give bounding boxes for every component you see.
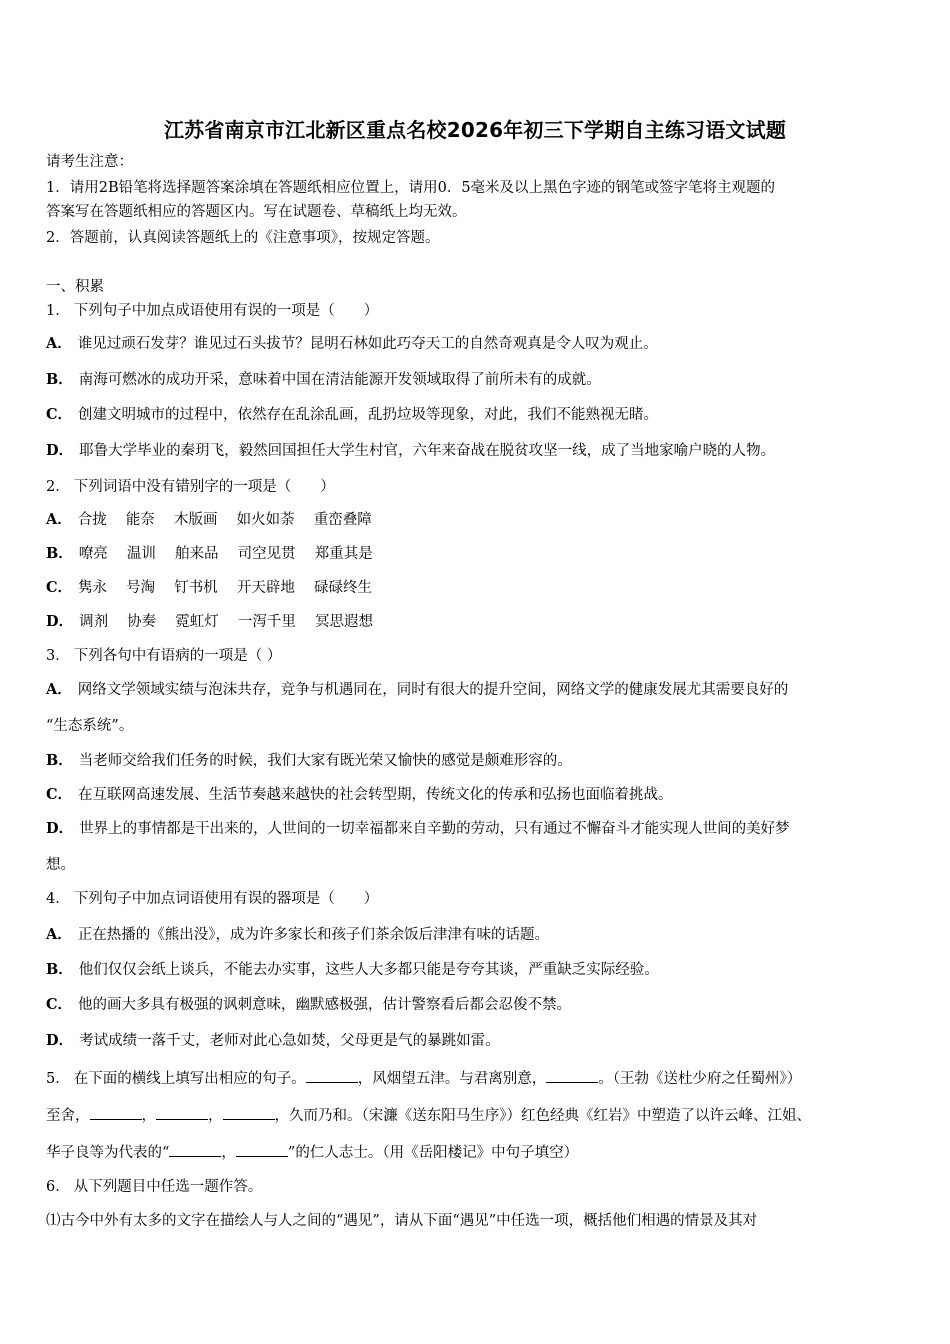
question-number: 3．: [46, 648, 70, 664]
notice-line: 1．请用2B铅笔将选择题答案涂填在答题纸相应位置上，请用0．5毫米及以上黑色字迹的钢笔或签字笔将主观题的: [46, 180, 776, 196]
question-text: 下列句子中加点词语使用有误的器项是（ ）: [73, 891, 379, 907]
question-4-option-b: [46, 960, 659, 980]
option-text: 隽永 号淘 钉书机 开天辟地 碌碌终生: [78, 580, 372, 596]
question-text: ，: [221, 1145, 236, 1161]
answer-blank[interactable]: [306, 1068, 358, 1083]
option-label: D．: [46, 820, 74, 837]
option-label: C．: [46, 786, 73, 803]
question-3-option-c: [46, 785, 673, 805]
question-text: ，久而乃和。（宋濂《送东阳马生序》）红色经典《红岩》中塑造了以许云峰、江姐、: [274, 1108, 811, 1124]
question-text: ”的仁人志士。（用《岳阳楼记》中句子填空）: [287, 1145, 579, 1161]
question-2-stem: [46, 477, 335, 497]
option-label: A．: [46, 681, 72, 698]
question-3-option-a-cont: “生态系统”。: [46, 718, 134, 734]
option-text: 网络文学领域实绩与泡沫共存，竞争与机遇同在，同时有很大的提升空间，网络文学的健康发展尤其需要良好的: [77, 682, 789, 698]
option-label: A．: [46, 335, 72, 352]
question-3-option-a: [46, 680, 788, 700]
question-text: 下列词语中没有错别字的一项是（ ）: [73, 479, 335, 495]
question-1-option-d: [46, 441, 775, 461]
option-text: 他的画大多具有极强的讽刺意味，幽默感极强，估计警察看后都会忍俊不禁。: [78, 997, 572, 1013]
question-number: 4．: [46, 891, 70, 907]
question-text: 下列各句中有语病的一项是（ ）: [73, 648, 282, 664]
question-number: 2．: [46, 479, 70, 495]
option-label: D．: [46, 613, 74, 630]
option-label: B．: [46, 545, 73, 562]
question-1-option-b: [46, 370, 601, 390]
option-text: 他们仅仅会纸上谈兵，不能去办实事，这些人大多都只能是夸夸其谈，严重缺乏实际经验。: [78, 962, 659, 978]
question-6-stem: [46, 1177, 262, 1197]
option-text: 当老师交给我们任务的时候，我们大家有既光荣又愉快的感觉是颇难形容的。: [78, 753, 572, 769]
option-label: B．: [46, 961, 73, 978]
answer-blank[interactable]: [90, 1105, 142, 1120]
question-3-option-b: [46, 751, 572, 771]
option-text: 耶鲁大学毕业的秦玥飞，毅然回国担任大学生村官，六年来奋战在脱贫攻坚一线，成了当地家喻户晓的人物。: [79, 443, 776, 459]
question-5-line-1: [46, 1068, 801, 1089]
option-label: C．: [46, 579, 73, 596]
question-3-stem: [46, 646, 281, 666]
question-text: 。（王勃《送杜少府之任蜀州》）: [598, 1071, 802, 1087]
question-4-stem: [46, 889, 378, 909]
option-label: C．: [46, 406, 73, 423]
question-text: 华子良等为代表的“: [46, 1145, 170, 1161]
option-text: 在互联网高速发展、生活节奏越来越快的社会转型期，传统文化的传承和弘扬也面临着挑战。: [78, 787, 673, 803]
option-label: B．: [46, 752, 73, 769]
question-text: ，风烟望五津。与君离别意，: [357, 1071, 547, 1087]
option-label: B．: [46, 371, 73, 388]
question-2-option-b: [46, 544, 373, 564]
option-text: 嘹亮 温训 舶来品 司空见贯 郑重其是: [78, 546, 373, 562]
question-1-option-c: [46, 405, 658, 425]
section-heading: 一、积累: [46, 279, 104, 295]
question-6-sub-1: ⑴古今中外有太多的文字在描绘人与人之间的“遇见”，请从下面“遇见”中任选一项，概括他们相遇的情景及其对: [46, 1213, 758, 1229]
notice-line: 2．答题前，认真阅读答题纸上的《注意事项》，按规定答题。: [46, 230, 440, 246]
question-2-option-d: [46, 612, 373, 632]
question-4-option-c: [46, 995, 571, 1015]
notice-line: 答案写在答题纸相应的答题区内。写在试题卷、草稿纸上均无效。: [46, 204, 467, 220]
option-label: A．: [46, 926, 72, 943]
option-text: 南海可燃冰的成功开采，意味着中国在清洁能源开发领域取得了前所未有的成就。: [78, 372, 601, 388]
question-4-option-a: [46, 925, 549, 945]
question-5-line-3: [46, 1142, 578, 1163]
answer-blank[interactable]: [169, 1142, 221, 1157]
option-label: C．: [46, 996, 73, 1013]
option-text: 创建文明城市的过程中，依然存在乱涂乱画，乱扔垃圾等现象，对此，我们不能熟视无睹。: [78, 407, 659, 423]
question-4-option-d: [46, 1031, 500, 1051]
answer-blank[interactable]: [156, 1105, 208, 1120]
option-text: 世界上的事情都是干出来的，人世间的一切幸福都来自辛勤的劳动，只有通过不懈奋斗才能实现人世间的美好梦: [79, 821, 790, 837]
question-text: ，: [208, 1108, 223, 1124]
question-1-option-a: [46, 334, 658, 354]
notice-heading: 请考生注意：: [46, 154, 133, 170]
answer-blank[interactable]: [223, 1105, 275, 1120]
page-title: 江苏省南京市江北新区重点名校2026年初三下学期自主练习语文试题: [163, 118, 787, 142]
option-text: 谁见过顽石发芽？谁见过石头拔节？昆明石林如此巧夺天工的自然奇观真是令人叹为观止。: [77, 336, 658, 352]
question-number: 5．: [46, 1071, 70, 1087]
question-text: 在下面的横线上填写出相应的句子。: [73, 1071, 306, 1087]
option-text: 调剂 协奏 霓虹灯 一泻千里 冥思遐想: [79, 614, 374, 630]
question-1-stem: [46, 301, 378, 321]
question-3-option-d-cont: 想。: [46, 857, 75, 873]
question-5-line-2: [46, 1105, 811, 1126]
question-text: ，: [141, 1108, 156, 1124]
question-text: 从下列题目中任选一题作答。: [73, 1179, 263, 1195]
answer-blank[interactable]: [546, 1068, 598, 1083]
option-label: A．: [46, 511, 72, 528]
option-text: 合拢 能奈 木版画 如火如荼 重峦叠障: [77, 512, 372, 528]
option-text: 正在热播的《熊出没》，成为许多家长和孩子们茶余饭后津津有味的话题。: [77, 927, 550, 943]
question-number: 6．: [46, 1179, 70, 1195]
question-2-option-c: [46, 578, 372, 598]
question-number: 1．: [46, 303, 70, 319]
question-3-option-d: [46, 819, 790, 839]
answer-blank[interactable]: [236, 1142, 288, 1157]
question-text: 下列句子中加点成语使用有误的一项是（ ）: [73, 303, 379, 319]
option-text: 考试成绩一落千丈，老师对此心急如焚，父母更是气的暴跳如雷。: [79, 1033, 500, 1049]
question-text: 至舍，: [46, 1108, 90, 1124]
option-label: D．: [46, 442, 74, 459]
option-label: D．: [46, 1032, 74, 1049]
question-2-option-a: [46, 510, 372, 530]
